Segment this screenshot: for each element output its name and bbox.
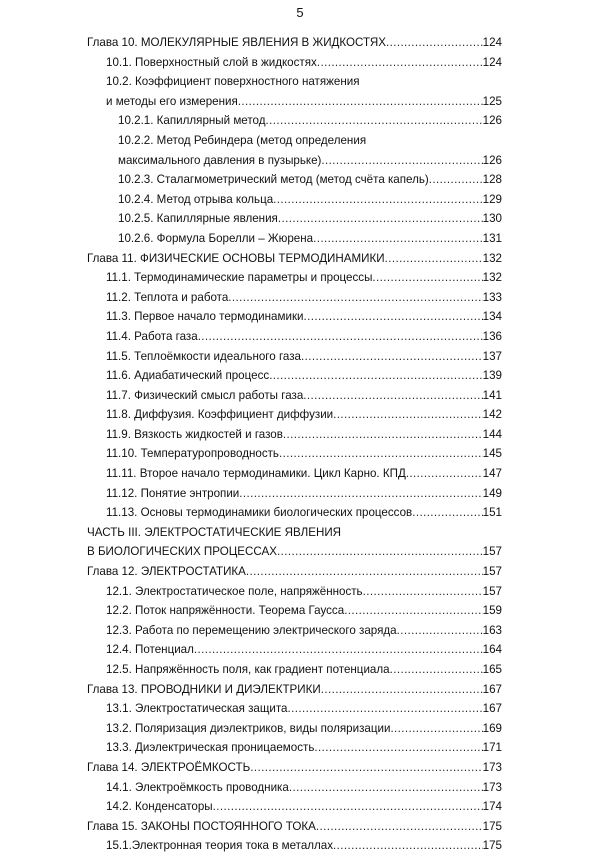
dot-leader [304,307,483,327]
toc-entry-line [106,268,502,288]
toc-entry-title: 13.3. Диэлектрическая проницаемость [106,741,315,755]
toc-entry [0,386,600,406]
toc-entry-page-number: 125 [482,94,502,108]
toc-entry [0,425,600,445]
toc-entry [0,523,600,562]
toc-entry-page-number: 157 [482,545,502,559]
toc-entry-page-number: 175 [482,839,502,853]
dot-leader [301,347,483,367]
toc-entry-line [87,542,502,562]
toc-entry-title: 11.9. Вязкость жидкостей и газов [106,427,283,441]
dot-leader [363,582,483,602]
toc-entry-page-number: 171 [482,741,502,755]
toc-entry-page-number: 126 [482,114,502,128]
toc-entry-line [106,621,502,641]
toc-entry-page-number: 132 [482,251,502,265]
toc-entry-title: 14.1. Электроёмкость проводника [106,780,289,794]
toc-entry [0,699,600,719]
dot-leader [344,601,482,621]
dot-leader [406,464,483,484]
dot-leader [390,719,482,739]
toc-entry-page-number: 134 [482,310,502,324]
toc-entry-page-number: 142 [482,408,502,422]
toc-entry [0,288,600,308]
dot-leader [390,660,483,680]
toc-entry-title: 10.2.6. Формула Борелли – Жюрена [118,231,314,245]
dot-leader [239,484,482,504]
toc-entry [0,131,600,170]
toc-entry-page-number: 144 [482,427,502,441]
toc-entry-line [106,92,502,112]
toc-entry-line [118,209,502,229]
toc-entry-page-number: 167 [482,682,502,696]
toc-entry-title: 12.4. Потенциал [106,643,194,657]
toc-entry-title: Глава 11. ФИЗИЧЕСКИЕ ОСНОВЫ ТЕРМОДИНАМИКИ [87,251,385,265]
toc-entry-title: Глава 10. МОЛЕКУЛЯРНЫЕ ЯВЛЕНИЯ В ЖИДКОСТЯХ [87,36,386,49]
toc-entry-page-number: 124 [482,55,502,69]
toc-entry [0,464,600,484]
dot-leader [283,425,483,445]
toc-entry [0,405,600,425]
toc-entry-title: 12.1. Электростатическое поле, напряжённость [106,584,363,598]
toc-entry-title: 12.5. Напряжённость поля, как градиент потенциала [106,663,390,676]
dot-leader [321,151,482,171]
toc-entry-page-number: 151 [482,506,502,520]
toc-entry-title: 11.11. Второе начало термодинамики. Цикл Карно. КПД [106,467,406,481]
toc-entry-title: 11.6. Адиабатический процесс [106,369,270,383]
table-of-contents [0,33,600,856]
toc-entry-line [87,33,502,53]
toc-entry [0,621,600,641]
dot-leader [277,542,483,562]
toc-entry-page-number: 137 [482,349,502,363]
dot-leader [238,92,483,112]
dot-leader [250,758,482,778]
toc-entry [0,758,600,778]
dot-leader [246,562,483,582]
toc-entry-line [106,738,502,758]
toc-entry [0,170,600,190]
toc-entry-title: 13.1. Электростатическая защита [106,702,288,716]
dot-leader [429,170,483,190]
toc-entry-line [106,288,502,308]
dot-leader [289,778,483,798]
toc-entry-line [106,366,502,386]
toc-entry-title: 10.2.3. Сталагмометрический метод (метод счёта капель) [118,173,429,187]
toc-entry-line [106,327,502,347]
dot-leader [333,405,483,425]
toc-entry-line [106,484,502,504]
dot-leader [194,640,483,660]
toc-entry-line [87,562,502,582]
toc-entry [0,601,600,621]
toc-entry-line [106,444,502,464]
toc-entry [0,111,600,131]
toc-entry-page-number: 157 [482,584,502,598]
toc-entry-line [87,758,502,778]
toc-entry-title: 11.13. Основы термодинамики биологических процессов [106,506,413,520]
toc-entry-page-number: 126 [482,153,502,167]
toc-entry-title: 11.1. Термодинамические параметры и процессы [106,271,373,285]
dot-leader [385,249,483,269]
toc-entry-page-number: 174 [482,800,502,814]
toc-entry-title: 11.8. Диффузия. Коэффициент диффузии [106,408,334,422]
dot-leader [213,797,483,817]
toc-entry-page-number: 131 [482,231,502,245]
toc-entry [0,72,600,111]
dot-leader [333,836,483,856]
toc-entry-page-number: 124 [482,36,502,49]
toc-entry-page-number: 129 [482,192,502,206]
toc-entry-page-number: 128 [482,173,502,187]
toc-entry [0,582,600,602]
toc-entry-line [118,170,502,190]
toc-entry-line [87,249,502,269]
dot-leader [198,327,483,347]
toc-entry-line [106,699,502,719]
page-number: 5 [296,5,304,20]
toc-entry [0,347,600,367]
toc-entry [0,680,600,700]
dot-leader [228,288,482,308]
toc-entry-title: 12.2. Поток напряжённости. Теорема Гаусса [106,604,345,618]
toc-entry-line [106,601,502,621]
toc-entry-title: 11.4. Работа газа [106,329,198,343]
toc-entry-title: 11.7. Физический смысл работы газа [106,388,304,402]
toc-entry-title: 14.2. Конденсаторы [106,800,213,814]
toc-entry [0,640,600,660]
dot-leader [288,699,483,719]
toc-entry-page-number: 145 [482,447,502,461]
toc-entry-line [106,425,502,445]
toc-entry-title: Глава 12. ЭЛЕКТРОСТАТИКА [87,565,246,579]
toc-entry [0,209,600,229]
toc-entry [0,307,600,327]
dot-leader [278,209,483,229]
toc-entry-title: В БИОЛОГИЧЕСКИХ ПРОЦЕССАХ [87,545,277,559]
dot-leader [269,366,482,386]
toc-entry-line [106,464,502,484]
toc-entry-line [106,640,502,660]
toc-entry-line [118,229,502,249]
toc-entry [0,268,600,288]
toc-entry-line [118,111,502,131]
dot-leader [273,190,482,210]
toc-entry [0,484,600,504]
toc-entry [0,366,600,386]
toc-entry [0,327,600,347]
toc-entry-line [106,405,502,425]
toc-entry-title: и методы его измерения [106,94,238,108]
toc-entry [0,229,600,249]
toc-entry-page-number: 163 [482,623,502,637]
toc-entry-page-number: 173 [482,760,502,774]
toc-entry-page-number: 130 [482,212,502,226]
toc-entry-line [106,797,502,817]
toc-entry-title: 11.3. Первое начало термодинамики [106,310,304,324]
dot-leader [314,738,482,758]
dot-leader [372,268,482,288]
toc-entry-title: 10.2.1. Капиллярный метод [118,114,266,128]
toc-entry-title: 11.10. Температуропроводность [106,447,279,461]
toc-entry-title: 15.1.Электронная теория тока в металлах [106,839,334,853]
toc-entry-page-number: 157 [482,565,502,579]
dot-leader [317,53,483,73]
toc-entry-title: 10.1. Поверхностный слой в жидкостях [106,55,317,69]
toc-entry-title: максимального давления в пузырьке) [118,153,322,167]
toc-entry-title: 10.2.5. Капиллярные явления [118,212,278,226]
toc-entry [0,797,600,817]
toc-entry-page-number: 136 [482,329,502,343]
dot-leader [313,229,483,249]
toc-entry-title-first-line: 10.2. Коэффициент поверхностного натяжения [106,75,360,89]
toc-entry-line [106,307,502,327]
toc-entry [0,817,600,837]
toc-entry [0,190,600,210]
toc-entry-line [106,836,502,856]
toc-entry-title: Глава 13. ПРОВОДНИКИ И ДИЭЛЕКТРИКИ [87,682,321,696]
toc-entry-page-number: 132 [482,271,502,285]
toc-entry-page-number: 165 [482,663,502,676]
toc-entry-page-number: 173 [482,780,502,794]
toc-entry-page-number: 175 [482,819,502,833]
toc-entry-line [106,660,502,680]
toc-entry-title: 10.2.4. Метод отрыва кольца [118,192,274,206]
toc-entry-title: 11.2. Теплота и работа [106,290,229,304]
toc-entry-title: 13.2. Поляризация диэлектриков, виды поляризации [106,721,391,735]
toc-entry [0,778,600,798]
toc-entry-line [118,151,502,171]
toc-entry-page-number: 167 [482,702,502,716]
toc-entry-page-number: 147 [482,467,502,481]
toc-entry [0,562,600,582]
toc-entry-title: 12.3. Работа по перемещению электрического заряда [106,623,397,637]
toc-entry-title: 11.12. Понятие энтропии [106,486,240,500]
dot-leader [303,386,482,406]
toc-entry-line [118,190,502,210]
toc-entry-line [106,53,502,73]
toc-entry-line [106,386,502,406]
toc-entry-title: Глава 14. ЭЛЕКТРОЁМКОСТЬ [87,760,251,774]
toc-entry [0,33,600,53]
toc-entry [0,53,600,73]
toc-entry [0,836,600,856]
toc-entry-line [87,680,502,700]
dot-leader [279,444,483,464]
dot-leader [397,621,483,641]
toc-entry [0,660,600,680]
toc-entry [0,719,600,739]
toc-entry-page-number: 149 [482,486,502,500]
toc-entry-title-first-line: 10.2.2. Метод Ребиндера (метод определения [118,133,367,147]
toc-entry [0,738,600,758]
dot-leader [321,680,483,700]
toc-entry-line [106,347,502,367]
toc-entry-line [106,719,502,739]
dot-leader [412,503,482,523]
toc-entry-page-number: 159 [482,604,502,618]
toc-entry-line [106,503,502,523]
toc-entry [0,249,600,269]
toc-entry-page-number: 133 [482,290,502,304]
toc-entry-page-number: 141 [482,388,502,402]
dot-leader [266,111,483,131]
toc-entry-line [106,778,502,798]
toc-entry-line [106,582,502,602]
dot-leader [316,817,483,837]
toc-entry-line [87,817,502,837]
toc-entry-page-number: 164 [482,643,502,657]
dot-leader [386,33,483,53]
toc-entry-page-number: 139 [482,369,502,383]
toc-entry-title-first-line: ЧАСТЬ III. ЭЛЕКТРОСТАТИЧЕСКИЕ ЯВЛЕНИЯ [87,525,342,539]
toc-entry [0,444,600,464]
toc-entry-title: 11.5. Теплоёмкости идеального газа [106,349,302,363]
toc-entry [0,503,600,523]
toc-entry-page-number: 169 [482,721,502,735]
toc-entry-title: Глава 15. ЗАКОНЫ ПОСТОЯННОГО ТОКА [87,819,316,833]
